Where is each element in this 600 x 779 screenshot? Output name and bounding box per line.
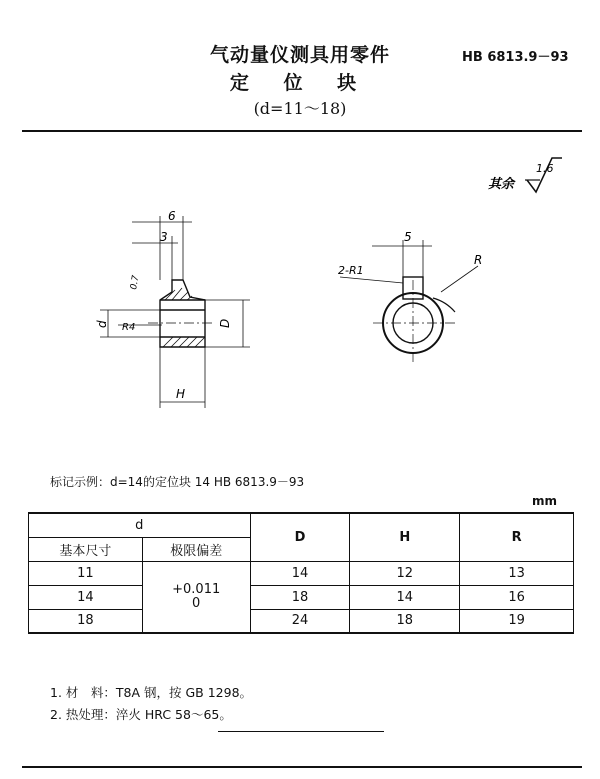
top-rule [22, 130, 582, 132]
tolerance-cell [142, 561, 250, 633]
header-basic-size: 基本尺寸 [29, 537, 143, 561]
cell-R: 19 [460, 609, 574, 633]
table-row [29, 609, 574, 633]
table-row [29, 585, 574, 609]
cell-d: 14 [29, 585, 143, 609]
dimension-0-7: 0.7 [129, 274, 142, 291]
radius-r4: R4 [122, 322, 136, 333]
tolerance-upper: +0.011 [172, 581, 221, 597]
cell-D: 24 [250, 609, 350, 633]
part-name: 定 位 块 [229, 72, 371, 94]
radius-2r1: 2-R1 [338, 264, 364, 277]
cell-H: 12 [350, 561, 460, 585]
cell-d: 18 [29, 609, 143, 633]
standard-number: HB 6813.9－93 [462, 50, 569, 65]
front-view [340, 240, 478, 362]
dimension-6: 6 [168, 209, 176, 223]
tolerance-lower: 0 [192, 595, 201, 611]
cell-H: 18 [350, 609, 460, 633]
marking-example: 标记示例：d=14的定位块 14 HB 6813.9－93 [50, 475, 305, 489]
dimension-d: d [95, 320, 109, 328]
dimension-3: 3 [160, 230, 168, 244]
dimension-D: D [218, 318, 232, 328]
technical-drawing [0, 140, 600, 430]
header-H: H [350, 513, 460, 561]
note-heat-treatment: 2. 热处理：淬火 HRC 58～65。 [50, 707, 232, 722]
header-d: d [29, 513, 251, 537]
cell-D: 14 [250, 561, 350, 585]
notes [50, 682, 252, 726]
radius-R: R [474, 253, 483, 267]
roughness-symbol [488, 158, 562, 192]
roughness-value: 1.6 [536, 162, 554, 175]
table-row [29, 561, 574, 585]
unit-label: mm [532, 494, 558, 508]
note-material: 1. 材 料：T8A 钢，按 GB 1298。 [50, 685, 253, 700]
side-view [100, 216, 250, 408]
bottom-rule [22, 766, 582, 768]
roughness-note: 其余 [488, 177, 515, 192]
header-D: D [250, 513, 350, 561]
cell-D: 18 [250, 585, 350, 609]
cell-H: 14 [350, 585, 460, 609]
cell-R: 16 [460, 585, 574, 609]
document-title: 气动量仪测具用零件 [209, 44, 390, 66]
header-tolerance: 极限偏差 [142, 537, 250, 561]
dimension-5: 5 [404, 230, 412, 244]
dimension-H: H [176, 387, 186, 401]
dimension-table [28, 512, 574, 634]
size-range: (d=11～18) [253, 99, 347, 118]
header-R: R [460, 513, 574, 561]
cell-R: 13 [460, 561, 574, 585]
cell-d: 11 [29, 561, 143, 585]
end-rule [218, 731, 384, 732]
